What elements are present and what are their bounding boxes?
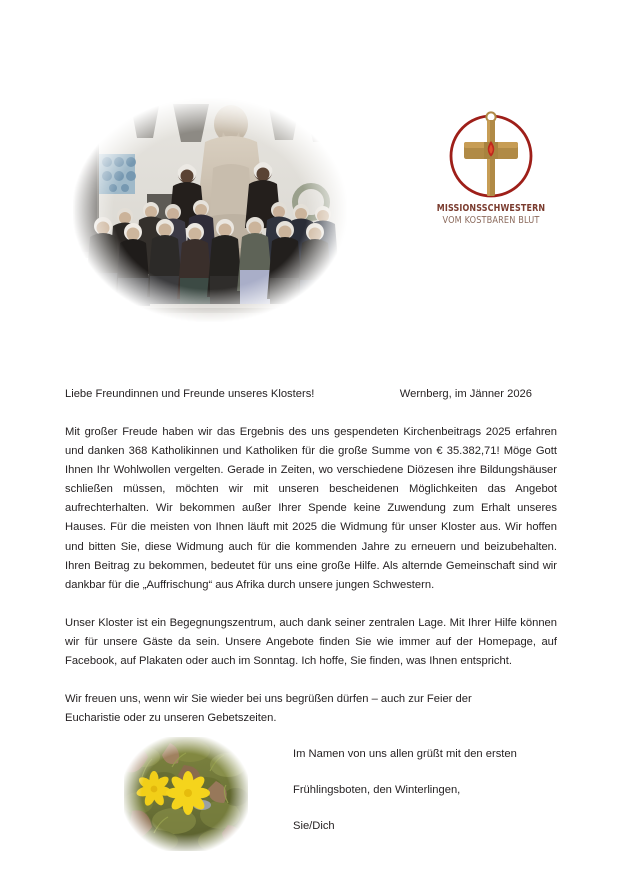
salutation-row — [65, 385, 557, 404]
group-photo — [73, 98, 347, 322]
spacer — [65, 595, 557, 614]
signature-line-1: Im Namen von uns allen grüßt mit den ersten — [293, 748, 517, 760]
signature-line-2: Frühlingsboten, den Winterlingen, — [293, 784, 461, 796]
letter-body — [65, 385, 557, 728]
logo-line-2: VOM KOSTBAREN BLUT — [442, 214, 540, 226]
spacer — [65, 671, 557, 690]
spacer — [65, 404, 557, 423]
group-photo-frame — [73, 98, 347, 322]
signature-block — [293, 745, 563, 836]
logo-line-1: MISSIONSSCHWESTERN — [436, 203, 546, 214]
closing-paragraph-line-2: Eucharistie oder zu unseren Gebetszeiten. — [65, 712, 277, 725]
dateline: Wernberg, im Jänner 2026 — [399, 388, 532, 400]
closing-paragraph-line-1: Wir freuen uns, wenn wir Sie wieder bei uns begrüßen dürfen – auch zur Feier der — [65, 693, 472, 706]
paragraph-1: Mit großer Freude haben wir das Ergebnis des uns gespendeten Kirchenbeitrags 2025 erfahren und danken 368 Katholikinnen und Katholiken für die große Summe von € 35.382,71! Möge Gott Ihnen Ihr Wohlwollen vergelten. Gerade in Zeiten, wo verschiedene Diözesen ihre Bildungshäuser schließen müssen, möchten wir mit unseren bescheidenen Möglichkeiten das Angebot aufrechterhalten. Wir bekommen außer Ihrer Spende keine Zuwendung zum Erhalt unseres Hauses. Für die meisten von Ihnen läuft mit 2025 die Widmung für unser Kloster aus. Wir hoffen und bitten Sie, diese Widmung auch für die kommenden Jahre zu erneuern und beizubehalten. Ihren Beitrag zu bekommen, bedeutet für uns eine große Hilfe. Als alternde Gemeinschaft sind wir dankbar für die „Auffrischung“ aus Afrika durch unsere jungen Schwestern. — [65, 426, 557, 591]
flower-photo-illustration — [124, 737, 248, 851]
cross-icon-graphic — [446, 108, 536, 200]
cross-in-circle-icon — [446, 108, 536, 200]
flower-photo — [124, 737, 248, 851]
signature-line-3: Sie/Dich — [293, 820, 335, 832]
organization-logo — [420, 108, 562, 240]
paragraph-2: Unser Kloster ist ein Begegnungszentrum, auch dank seiner zentralen Lage. Mit Ihrer Hilfe können wir für unsere Gäste da sein. Unsere Angebote finden Sie wie immer auf der Homepage, auf Facebook, auf Plakaten oder auch im Sonntag. Ich hoffe, Sie finden, was Ihnen entspricht. — [65, 616, 557, 668]
flower-photo-frame — [124, 737, 248, 851]
logo-wordmark — [420, 204, 562, 227]
salutation: Liebe Freundinnen und Freunde unseres Klosters! — [65, 388, 315, 400]
group-photo-illustration — [73, 98, 347, 322]
